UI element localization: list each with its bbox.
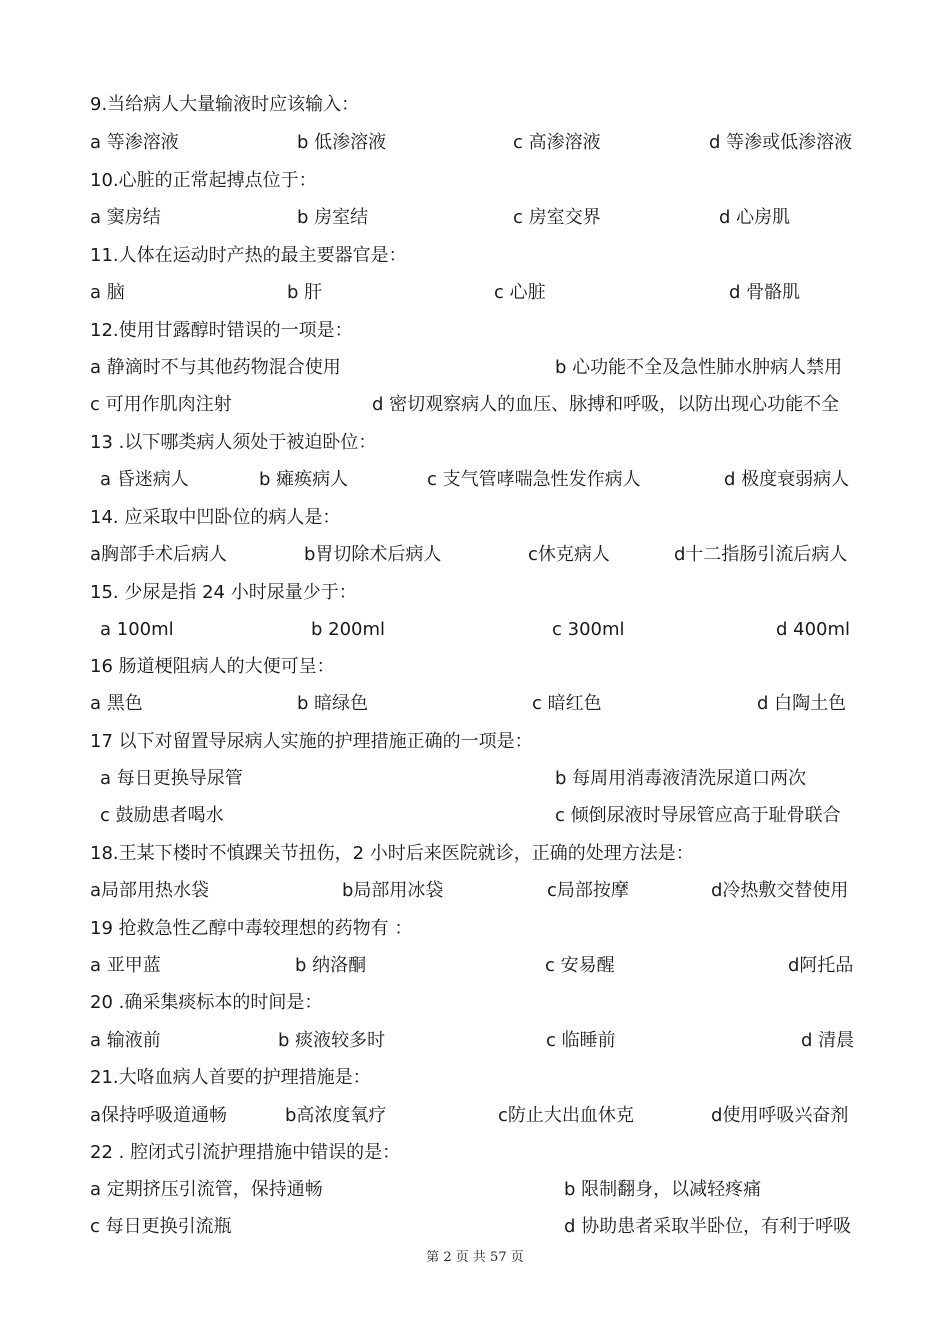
options-row bbox=[0, 353, 950, 383]
option-b: b 限制翻身，以减轻疼痛 bbox=[564, 1179, 762, 1200]
options-row bbox=[0, 1101, 950, 1131]
option-a: a 100ml bbox=[100, 619, 174, 640]
page-footer: 第 2 页 共 57 页 bbox=[426, 1250, 524, 1265]
option-a: a 静滴时不与其他药物混合使用 bbox=[90, 357, 341, 378]
option-c: c 暗红色 bbox=[532, 693, 602, 714]
question-text: 21.大咯血病人首要的护理措施是： bbox=[90, 1067, 371, 1088]
question-text: 13 .以下哪类病人须处于被迫卧位： bbox=[90, 432, 377, 453]
options-row bbox=[0, 278, 950, 308]
option-c: c 300ml bbox=[552, 619, 625, 640]
question-stem bbox=[0, 914, 950, 944]
option-c: c 可用作肌肉注射 bbox=[90, 394, 232, 415]
options-row bbox=[0, 1026, 950, 1056]
options-row bbox=[0, 128, 950, 158]
option-d: d 骨骼肌 bbox=[729, 282, 801, 303]
option-d: d十二指肠引流后病人 bbox=[674, 544, 848, 565]
options-row bbox=[0, 764, 950, 794]
question-stem bbox=[0, 578, 950, 608]
option-b: b 肝 bbox=[287, 282, 323, 303]
question-stem bbox=[0, 241, 950, 271]
question-text: 22 . 腔闭式引流护理措施中错误的是： bbox=[90, 1142, 401, 1163]
options-row bbox=[0, 951, 950, 981]
option-b: b 低渗溶液 bbox=[297, 132, 387, 153]
option-d: d 心房肌 bbox=[719, 207, 791, 228]
option-a: a 输液前 bbox=[90, 1030, 161, 1051]
option-d: d 400ml bbox=[776, 619, 851, 640]
question-text: 9.当给病人大量输液时应该输入： bbox=[90, 94, 360, 115]
option-a: a局部用热水袋 bbox=[90, 880, 210, 901]
options-row bbox=[0, 465, 950, 495]
options-row bbox=[0, 689, 950, 719]
option-b: b 房室结 bbox=[297, 207, 369, 228]
option-c: c防止大出血休克 bbox=[498, 1105, 634, 1126]
option-c: c 鼓励患者喝水 bbox=[100, 805, 224, 826]
options-row bbox=[0, 1175, 950, 1205]
option-a: a 定期挤压引流管，保持通畅 bbox=[90, 1179, 323, 1200]
options-row bbox=[0, 615, 950, 645]
option-d: d 密切观察病人的血压、脉搏和呼吸，以防出现心功能不全 bbox=[372, 394, 840, 415]
question-text: 17 以下对留置导尿病人实施的护理措施正确的一项是： bbox=[90, 731, 533, 752]
question-stem bbox=[0, 652, 950, 682]
option-d: d 等渗或低渗溶液 bbox=[709, 132, 853, 153]
question-stem bbox=[0, 90, 950, 120]
question-stem bbox=[0, 503, 950, 533]
question-stem bbox=[0, 1138, 950, 1168]
option-c: c局部按摩 bbox=[547, 880, 629, 901]
option-d: d 白陶土色 bbox=[757, 693, 847, 714]
option-d: d 清晨 bbox=[801, 1030, 855, 1051]
option-d: d使用呼吸兴奋剂 bbox=[711, 1105, 849, 1126]
question-text: 20 .确采集痰标本的时间是： bbox=[90, 992, 323, 1013]
question-stem bbox=[0, 727, 950, 757]
question-text: 15. 少尿是指 24 小时尿量少于： bbox=[90, 582, 357, 603]
option-c: c 支气管哮喘急性发作病人 bbox=[427, 469, 641, 490]
question-text: 10.心脏的正常起搏点位于： bbox=[90, 170, 317, 191]
option-c: c 心脏 bbox=[494, 282, 546, 303]
option-b: b 每周用消毒液清洗尿道口两次 bbox=[555, 768, 807, 789]
question-text: 11.人体在运动时产热的最主要器官是： bbox=[90, 245, 407, 266]
option-a: a 窦房结 bbox=[90, 207, 161, 228]
option-a: a 每日更换导尿管 bbox=[100, 768, 243, 789]
option-b: b胃切除术后病人 bbox=[304, 544, 442, 565]
options-row bbox=[0, 540, 950, 570]
option-a: a 黑色 bbox=[90, 693, 143, 714]
question-stem bbox=[0, 428, 950, 458]
option-a: a 脑 bbox=[90, 282, 125, 303]
question-stem bbox=[0, 839, 950, 869]
question-stem bbox=[0, 166, 950, 196]
option-c: c 每日更换引流瓶 bbox=[90, 1216, 232, 1237]
option-b: b高浓度氧疗 bbox=[285, 1105, 387, 1126]
option-c: c 房室交界 bbox=[513, 207, 601, 228]
option-c: c 倾倒尿液时导尿管应高于耻骨联合 bbox=[555, 805, 841, 826]
option-c: c休克病人 bbox=[528, 544, 610, 565]
option-b: b局部用冰袋 bbox=[342, 880, 444, 901]
question-text: 19 抢救急性乙醇中毒较理想的药物有 ： bbox=[90, 918, 413, 939]
question-stem bbox=[0, 316, 950, 346]
question-text: 12.使用甘露醇时错误的一项是： bbox=[90, 320, 353, 341]
option-a: a胸部手术后病人 bbox=[90, 544, 228, 565]
option-d: d阿托品 bbox=[788, 955, 854, 976]
question-text: 14. 应采取中凹卧位的病人是： bbox=[90, 507, 341, 528]
option-a: a保持呼吸道通畅 bbox=[90, 1105, 228, 1126]
option-b: b 痰液较多时 bbox=[278, 1030, 386, 1051]
question-stem bbox=[0, 1063, 950, 1093]
question-text: 18.王某下楼时不慎踝关节扭伤，2 小时后来医院就诊，正确的处理方法是： bbox=[90, 843, 694, 864]
option-b: b 瘫痪病人 bbox=[259, 469, 349, 490]
option-d: d 极度衰弱病人 bbox=[724, 469, 850, 490]
option-a: a 亚甲蓝 bbox=[90, 955, 161, 976]
options-row bbox=[0, 801, 950, 831]
option-c: c 临睡前 bbox=[546, 1030, 616, 1051]
option-a: a 等渗溶液 bbox=[90, 132, 179, 153]
option-c: c 高渗溶液 bbox=[513, 132, 601, 153]
options-row bbox=[0, 1212, 950, 1242]
question-stem bbox=[0, 988, 950, 1018]
options-row bbox=[0, 390, 950, 420]
option-b: b 200ml bbox=[311, 619, 386, 640]
options-row bbox=[0, 203, 950, 233]
option-b: b 暗绿色 bbox=[297, 693, 369, 714]
option-b: b 心功能不全及急性肺水肿病人禁用 bbox=[555, 357, 843, 378]
question-text: 16 肠道梗阻病人的大便可呈： bbox=[90, 656, 335, 677]
option-d: d冷热敷交替使用 bbox=[711, 880, 849, 901]
option-c: c 安易醒 bbox=[545, 955, 615, 976]
option-d: d 协助患者采取半卧位，有利于呼吸 bbox=[564, 1216, 852, 1237]
option-a: a 昏迷病人 bbox=[100, 469, 189, 490]
options-row bbox=[0, 876, 950, 906]
option-b: b 纳洛酮 bbox=[295, 955, 367, 976]
